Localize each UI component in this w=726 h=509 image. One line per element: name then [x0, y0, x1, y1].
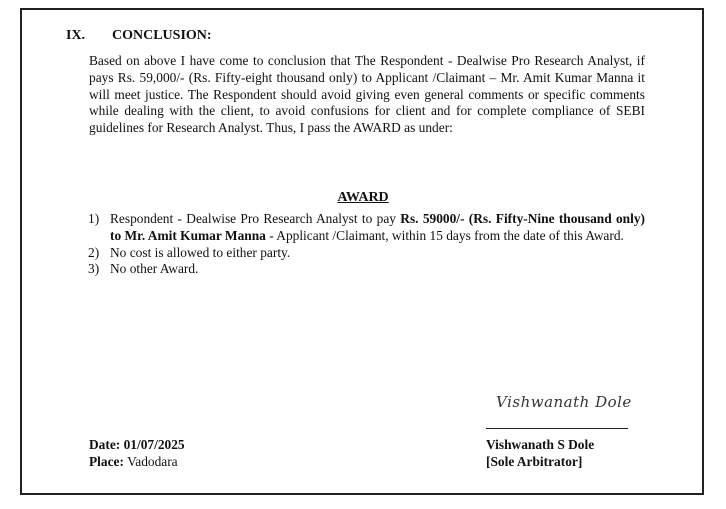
award-item-bold-text: Rs. 59000/- (Rs. Fifty-Nine thousand only) to Mr. Amit Kumar Manna — [110, 211, 645, 243]
arbitrator-name: Vishwanath S Dole — [486, 437, 595, 452]
arbitrator-role: [Sole Arbitrator] — [486, 454, 583, 469]
award-item-text: Respondent - Dealwise Pro Research Analyst to pay — [110, 211, 401, 226]
place-label: Place: — [89, 454, 124, 469]
section-number: IX. — [66, 28, 86, 43]
date-value: 01/07/2025 — [123, 437, 185, 452]
date-label: Date: — [89, 437, 121, 452]
award-item-text-tail: - Applicant /Claimant, within 15 days from the date of this Award. — [265, 227, 624, 243]
award-item-number: 1) — [88, 211, 100, 226]
award-item-text: No cost is allowed to either party. — [110, 244, 291, 260]
section-title: CONCLUSION: — [112, 28, 212, 43]
signature-line — [486, 428, 628, 429]
conclusion-paragraph: Based on above I have come to conclusion that The Respondent - Dealwise Pro Research Analyst, if pays Rs. 59,000/- (Rs. Fifty-eight thousand only) to Applicant /Claimant – Mr. Amit Kumar Manna it will meet justice. The Respondent should avoid giving even general comments or specific comments while dealing with the client, to avoid confusions for client and for complete compliance of SEBI guidelines for Research Analyst. Thus, I pass the AWARD as under: — [89, 53, 645, 136]
award-list — [88, 211, 645, 278]
award-item-text: No other Award. — [110, 261, 199, 277]
award-item-number: 3) — [88, 261, 100, 277]
award-item — [88, 211, 645, 245]
place-line — [89, 453, 178, 470]
award-item-number: 2) — [88, 244, 100, 260]
award-item — [88, 245, 645, 262]
date-line — [89, 436, 185, 453]
section-heading — [66, 28, 212, 44]
award-title: AWARD — [337, 190, 389, 205]
award-item — [88, 261, 645, 278]
place-value: Vadodara — [127, 454, 178, 469]
handwritten-signature: Vishwanath Dole — [496, 393, 632, 411]
